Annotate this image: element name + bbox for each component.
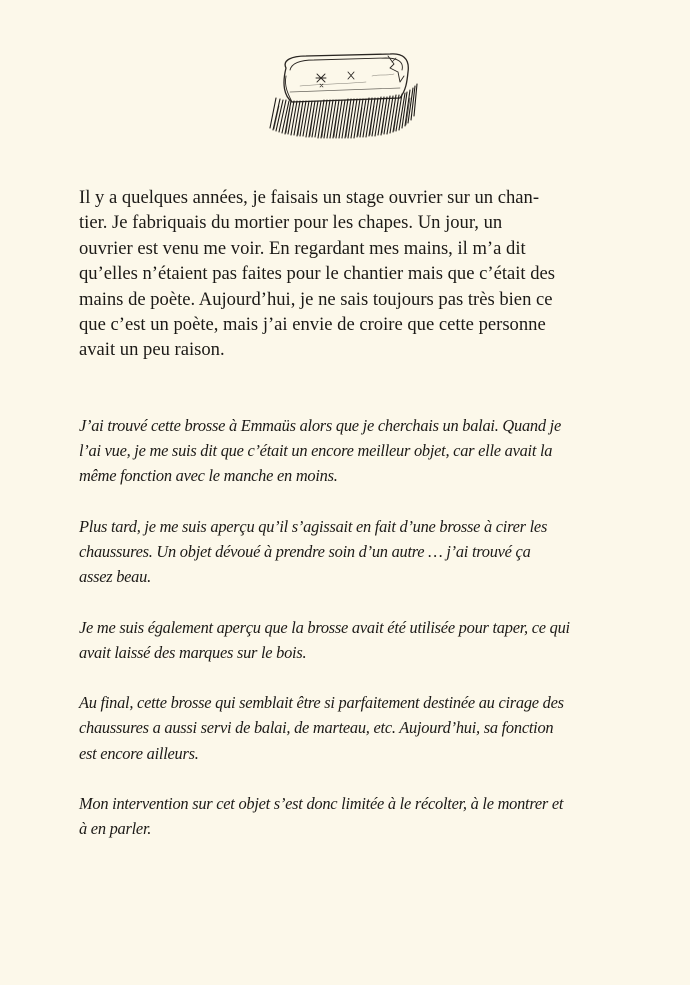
text-line: chaussures. Un objet dévoué à prendre soin d’un autre … j’ai trouvé ça	[79, 542, 531, 561]
italic-paragraph	[79, 413, 624, 489]
intro-line: Il y a quelques années, je faisais un stage ouvrier sur un chan-	[79, 187, 540, 208]
text-line: à en parler.	[79, 819, 152, 839]
italic-paragraph	[79, 690, 624, 766]
intro-line: qu’elles n’étaient pas faites pour le chantier mais que c’était des	[79, 263, 556, 285]
intro-line: tier. Je fabriquais du mortier pour les chapes. Un jour, un	[79, 212, 503, 234]
italic-paragraph	[79, 514, 624, 590]
text-line: Mon intervention sur cet objet s’est donc limitée à le récolter, à le montrer et	[79, 793, 564, 813]
intro-line: mains de poète. Aujourd’hui, je ne sais toujours pas très bien ce	[79, 288, 553, 310]
italic-text-block	[79, 413, 624, 867]
intro-line: ouvrier est venu me voir. En regardant mes mains, il m’a dit	[79, 237, 526, 259]
italic-paragraph	[79, 615, 624, 665]
text-line: Plus tard, je me suis aperçu qu’il s’agissait en fait d’une brosse à cirer les	[79, 516, 548, 536]
text-line: chaussures a aussi servi de balai, de marteau, etc. Aujourd’hui, sa fonction	[79, 718, 554, 738]
text-line: Je me suis également aperçu que la brosse avait été utilisée pour taper, ce qui	[79, 617, 570, 637]
text-line: l’ai vue, je me suis dit que c’était un encore meilleur objet, car elle avait la	[79, 441, 553, 461]
intro-paragraph	[79, 185, 619, 363]
intro-line: avait un peu raison.	[79, 339, 225, 361]
text-line: est encore ailleurs.	[79, 743, 199, 763]
text-line: avait laissé des marques sur le bois.	[79, 642, 307, 662]
text-line: assez beau.	[79, 567, 151, 587]
italic-paragraph	[79, 791, 624, 841]
intro-line: que c’est un poète, mais j’ai envie de croire que cette personne	[79, 314, 546, 336]
text-line: Au final, cette brosse qui semblait être si parfaitement destinée au cirage des	[79, 693, 564, 713]
shoe-brush-icon	[262, 46, 428, 146]
text-line: J’ai trouvé cette brosse à Emmaüs alors que je cherchais un balai. Quand je	[79, 416, 561, 435]
text-line: même fonction avec le manche en moins.	[79, 466, 338, 486]
